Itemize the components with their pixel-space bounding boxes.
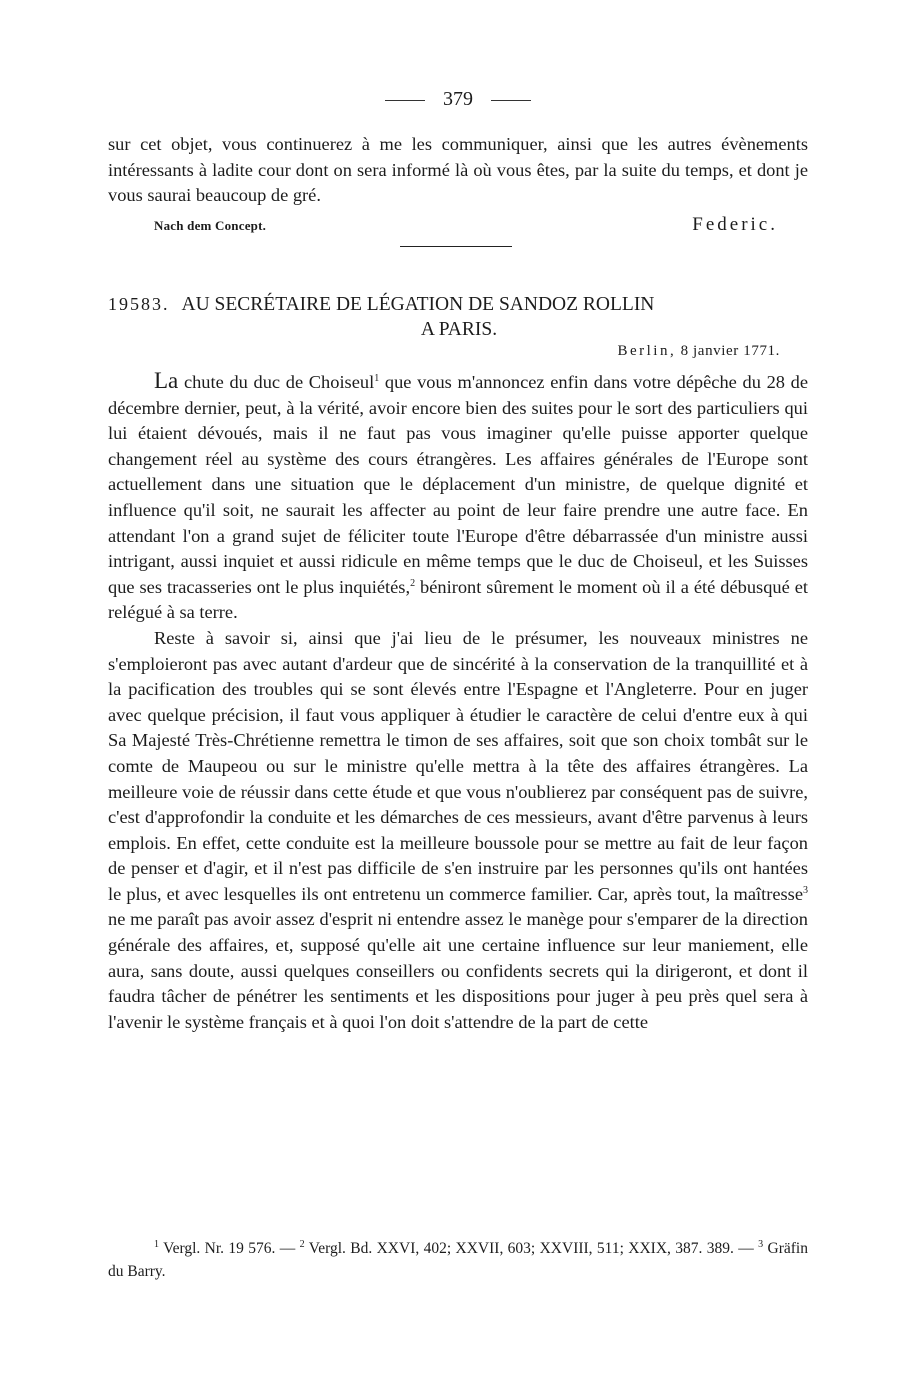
dateline bbox=[617, 343, 780, 360]
paragraph-1-text-a: chute du duc de Choiseul bbox=[178, 372, 375, 392]
footnote-3-marker: 3 bbox=[758, 1238, 764, 1250]
signature: Federic. bbox=[692, 214, 778, 235]
paragraph-1 bbox=[108, 368, 808, 626]
footnote-dash-2: — bbox=[738, 1240, 754, 1257]
footnote-2-marker: 2 bbox=[299, 1238, 305, 1250]
header-rule-left bbox=[385, 100, 425, 101]
paragraph-2-text-a: Reste à savoir si, ainsi que j'ai lieu de le présumer, les nouveaux ministres ne s'emploieront pas avec autant d'ardeur que de sincérité à la conservation de la tranquillité et à la pacification des troubles qui se sont élevés entre l'Espagne et l'Angleterre. Pour en juger avec quelque précision, il faut vous appliquer à étudier le caractère de celui d'entre eux à qui Sa Majesté Très-Chrétienne remettra le timon de ses affaires, soit que son choix tombât sur le comte de Maupeou ou sur le ministre qu'elle mettra à la tête des affaires étrangères. La meilleure voie de réussir dans cette étude et que vous n'oublierez par conséquent pas de suivre, c'est d'approfondir la conduite et les démarches de ces messieurs, avant d'être parvenus à leurs emplois. En effet, cette conduite est la meilleure boussole pour se mettre au fait de leur façon de penser et d'agir, et il n'est pas difficile de s'en instruire par les personnes qu'ils ont hantées le plus, et avec lesquelles ils ont entretenu un commerce familier. Car, après tout, la maîtresse bbox=[108, 627, 808, 904]
letter-title-line-2: A PARIS. bbox=[420, 319, 498, 340]
date-value: 8 janvier 1771. bbox=[680, 343, 780, 359]
date-city: Berlin, bbox=[617, 343, 677, 359]
footnote-dash-1: — bbox=[279, 1240, 296, 1257]
letter-number: 19583. bbox=[108, 294, 170, 314]
footnote-2-text: Vergl. Bd. XXVI, 402; XXVII, 603; XXVIII, 511; XXIX, 387. 389. bbox=[308, 1240, 734, 1257]
footnotes bbox=[108, 1237, 808, 1283]
footnote-1-marker: 1 bbox=[154, 1238, 159, 1250]
footnote-3-text: Gräfin du Barry. bbox=[108, 1240, 808, 1280]
footnote-1-text: Vergl. Nr. 19 576. bbox=[163, 1240, 276, 1257]
letter-body bbox=[108, 368, 808, 1035]
paragraph-1-text-b: que vous m'annoncez enfin dans votre dépêche du 28 de décembre dernier, peut, à la vérité, avoir encore bien des suites pour le sort des particuliers qui lui étaient dévoués, mais il ne faut pas vous imaginer qu'elle puisse apporter quelque changement réel au système des cours étrangères. Les affaires générales de l'Europe sont actuellement dans une situation que le déplacement d'un ministre, de quelque dignité et influence qu'il soit, ne saurait les affecter au point de leur faire prendre une autre face. En attendant l'on a grand sujet de féliciter toute l'Europe d'être débarrassée d'un ministre aussi intrigant, aussi inquiet et aussi ridicule en même temps que le duc de Choiseul, et les Suisses que ses tracasseries ont le plus inquiétés, bbox=[108, 372, 808, 597]
paragraph-2-text-b: ne me paraît pas avoir assez d'esprit ni entendre assez le manège pour s'emparer de la direction générale des affaires, et, supposé qu'elle ait une certaine influence sur leur maniement, elle aura, sans doute, aussi quelques conseillers ou confidents secrets qui la dirigeront, et dont il faudra tâcher de pénétrer les sentiments et les dispositions pour juger à peu près quel sera à l'avenir le système français et à quoi l'on doit s'attendre de la part de cette bbox=[108, 909, 808, 1032]
paragraph-2 bbox=[108, 626, 808, 1036]
header-rule-right bbox=[491, 100, 531, 101]
footnote-marker-2: 2 bbox=[410, 577, 416, 589]
source-note: Nach dem Concept. bbox=[154, 218, 267, 233]
footnote-marker-1: 1 bbox=[374, 372, 380, 384]
heading-line-1 bbox=[108, 292, 808, 317]
letter-heading bbox=[108, 292, 808, 342]
letter-title-line-1: AU SECRÉTAIRE DE LÉGATION DE SANDOZ ROLLIN bbox=[181, 294, 655, 315]
initial-letters: La bbox=[154, 368, 179, 393]
signature-row bbox=[108, 216, 808, 238]
continuation-paragraph bbox=[108, 132, 808, 209]
section-divider bbox=[400, 246, 512, 247]
page-number: 379 bbox=[443, 88, 473, 110]
footnote-block bbox=[108, 1237, 808, 1283]
continuation-text: sur cet objet, vous continuerez à me les communiquer, ainsi que les autres évènements intéressants à ladite cour dont on sera informé là où vous êtes, par la suite du temps, et dont je vous saurai beaucoup de gré. bbox=[108, 134, 808, 206]
footnote-marker-3: 3 bbox=[803, 884, 808, 896]
page-number-header bbox=[108, 88, 808, 111]
paragraph-1-text-c: béniront sûrement le moment où il a été débusqué et relégué à sa terre. bbox=[108, 576, 808, 623]
